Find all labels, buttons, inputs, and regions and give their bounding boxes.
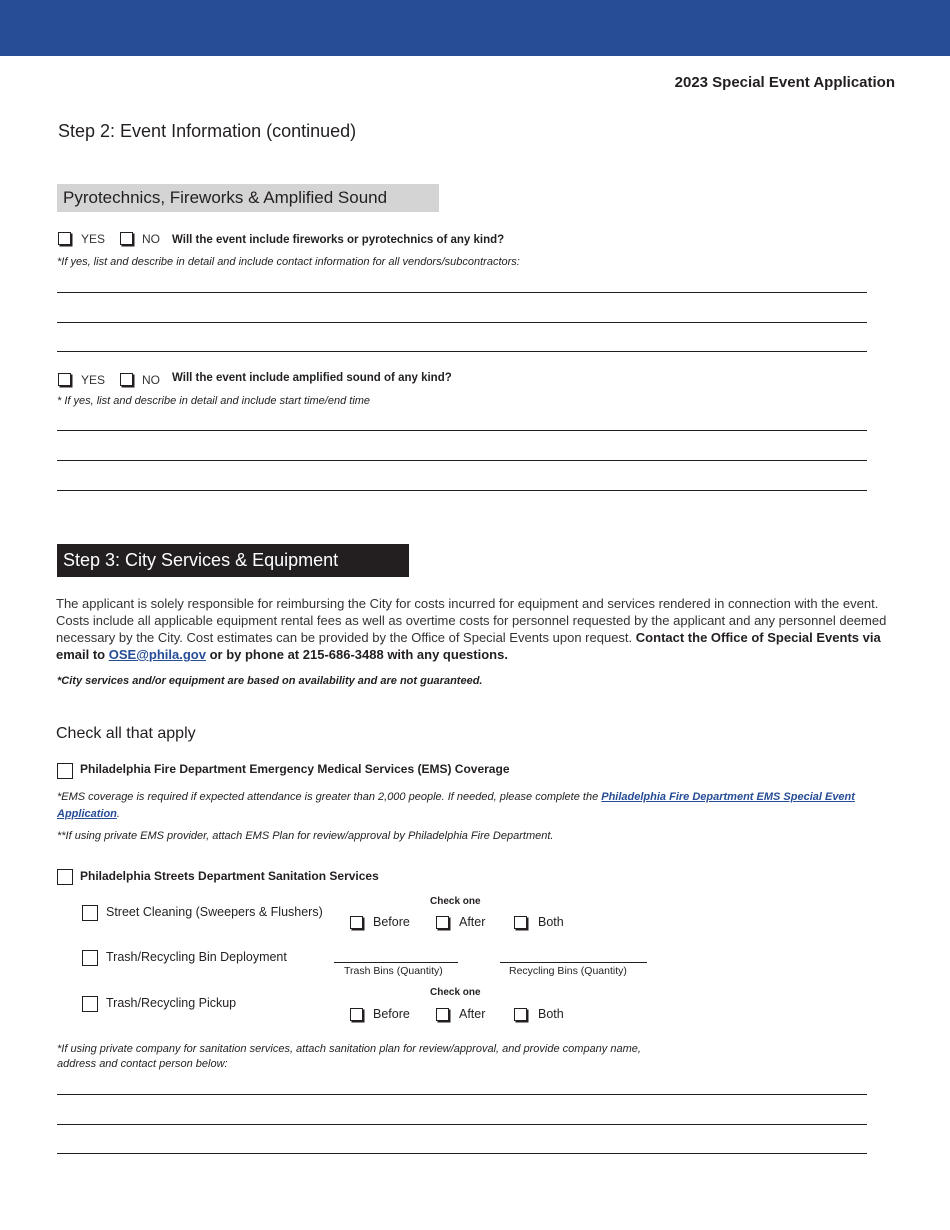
step2-title: Step 2: Event Information (continued): [58, 121, 357, 141]
street-cleaning-both-label: Both: [538, 915, 564, 929]
ems-note-suffix: .: [116, 807, 120, 820]
street-cleaning-before-label: Before: [373, 915, 410, 929]
street-cleaning-before-checkbox[interactable]: [350, 916, 363, 929]
fireworks-answer-line-1[interactable]: [57, 292, 867, 293]
ems-application-link[interactable]: Philadelphia Fire Department EMS Special Event Application: [57, 791, 855, 820]
sanitation-answer-line-3[interactable]: [57, 1153, 867, 1154]
bin-deployment-checkbox[interactable]: [82, 950, 98, 966]
private-ems-note: **If using private EMS provider, attach EMS Plan for review/approval by Philadelphia Fire Department.: [57, 830, 554, 842]
sanitation-checkbox[interactable]: [57, 869, 73, 885]
sound-note: * If yes, list and describe in detail and include start time/end time: [57, 395, 371, 407]
sound-yes-label: YES: [81, 373, 106, 387]
street-cleaning-after-checkbox[interactable]: [436, 916, 449, 929]
bin-deployment-label: Trash/Recycling Bin Deployment: [106, 950, 287, 964]
sanitation-label: Philadelphia Streets Department Sanitation Services: [80, 869, 379, 883]
check-one-label: Check one: [430, 896, 481, 907]
sanitation-answer-line-2[interactable]: [57, 1124, 867, 1125]
fireworks-no-checkbox[interactable]: [120, 232, 133, 245]
sound-answer-line-2[interactable]: [57, 460, 867, 461]
sound-yes-checkbox[interactable]: [58, 373, 71, 386]
trash-bins-label: Trash Bins (Quantity): [344, 965, 443, 977]
sound-answer-line-1[interactable]: [57, 430, 867, 431]
fireworks-question: Will the event include fireworks or pyrotechnics of any kind?: [172, 234, 505, 246]
street-cleaning-after-label: After: [459, 915, 486, 929]
contact-prefix: Contact the Office of Special Events via email to: [56, 630, 881, 662]
fireworks-answer-line-3[interactable]: [57, 351, 867, 352]
fireworks-yes-label: YES: [81, 232, 106, 246]
sound-no-checkbox[interactable]: [120, 373, 133, 386]
fireworks-no-label: NO: [142, 232, 160, 246]
recycling-bins-label: Recycling Bins (Quantity): [509, 965, 627, 977]
street-cleaning-checkbox[interactable]: [82, 905, 98, 921]
recycling-bins-quantity-field[interactable]: [500, 962, 647, 963]
sound-no-label: NO: [142, 373, 160, 387]
fireworks-yes-checkbox[interactable]: [58, 232, 71, 245]
ose-email-link[interactable]: OSE@phila.gov: [108, 647, 206, 662]
street-cleaning-label: Street Cleaning (Sweepers & Flushers): [106, 905, 323, 919]
check-all-heading: Check all that apply: [56, 725, 196, 742]
pickup-before-checkbox[interactable]: [350, 1008, 363, 1021]
ems-checkbox[interactable]: [57, 763, 73, 779]
step3-intro-paragraph: [56, 595, 896, 663]
pickup-both-label: Both: [538, 1007, 564, 1021]
pyro-section-heading: Pyrotechnics, Fireworks & Amplified Sound: [57, 184, 439, 212]
private-sanitation-note-1: *If using private company for sanitation services, attach sanitation plan for review/approval, and provide company name,: [57, 1043, 641, 1055]
document-title: 2023 Special Event Application: [674, 74, 895, 91]
pickup-both-checkbox[interactable]: [514, 1008, 527, 1021]
sound-answer-line-3[interactable]: [57, 490, 867, 491]
availability-note: *City services and/or equipment are based on availability and are not guaranteed.: [57, 675, 483, 687]
check-one-label-2: Check one: [430, 987, 481, 998]
step3-title: Step 3: City Services & Equipment: [57, 544, 409, 577]
ems-note: [57, 789, 897, 822]
sanitation-answer-line-1[interactable]: [57, 1094, 867, 1095]
pickup-checkbox[interactable]: [82, 996, 98, 1012]
header-bar: [0, 0, 950, 56]
ems-note-text: *EMS coverage is required if expected attendance is greater than 2,000 people. If needed, please complete the: [57, 791, 599, 803]
ems-label: Philadelphia Fire Department Emergency Medical Services (EMS) Coverage: [80, 762, 510, 776]
pickup-before-label: Before: [373, 1007, 410, 1021]
pickup-after-label: After: [459, 1007, 486, 1021]
trash-bins-quantity-field[interactable]: [334, 962, 458, 963]
pickup-after-checkbox[interactable]: [436, 1008, 449, 1021]
fireworks-answer-line-2[interactable]: [57, 322, 867, 323]
street-cleaning-both-checkbox[interactable]: [514, 916, 527, 929]
private-sanitation-note-2: address and contact person below:: [57, 1058, 228, 1070]
fireworks-note: *If yes, list and describe in detail and include contact information for all vendors/subcontractors:: [57, 256, 520, 268]
contact-suffix: or by phone at 215-686-3488 with any questions.: [209, 647, 508, 662]
pickup-label: Trash/Recycling Pickup: [106, 996, 237, 1010]
sound-question: Will the event include amplified sound of any kind?: [172, 372, 452, 384]
intro-text: The applicant is solely responsible for reimbursing the City for costs incurred for equipment and services rendered in connection with the event. Costs include all applicable equipment rental fees as well as overtime costs for personnel requested by the applicant and any personnel deemed necessary by the City. Cost estimates can be provided by the Office of Special Events upon request.: [56, 596, 887, 645]
